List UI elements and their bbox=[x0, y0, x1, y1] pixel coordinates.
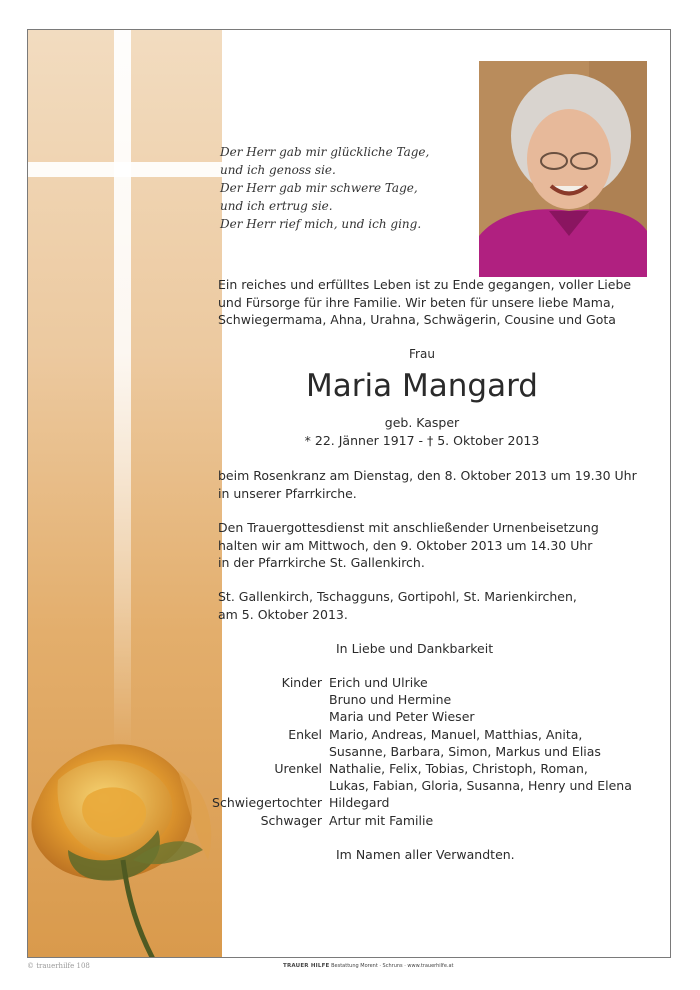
family-row bbox=[200, 691, 632, 708]
portrait-photo bbox=[479, 61, 647, 277]
copyright-note: © trauerhilfe 108 bbox=[27, 962, 90, 970]
family-role bbox=[200, 691, 329, 708]
family-names: Maria und Peter Wieser bbox=[329, 709, 475, 725]
poem-line: Der Herr gab mir glückliche Tage, bbox=[220, 145, 430, 159]
intro-text bbox=[218, 276, 632, 329]
poem-line: Der Herr rief mich, und ich ging. bbox=[220, 217, 422, 231]
family-names: Bruno und Hermine bbox=[329, 692, 452, 708]
maiden-name: geb. Kasper bbox=[384, 415, 460, 430]
service-line: in der Pfarrkirche St. Gallenkirch. bbox=[218, 555, 425, 570]
intro-line: Ein reiches und erfülltes Leben ist zu Ende gegangen, voller Liebe bbox=[218, 277, 632, 292]
poem-line: Der Herr gab mir schwere Tage, bbox=[220, 181, 418, 195]
rose-image bbox=[28, 710, 222, 958]
thanks-line: In Liebe und Dankbarkeit bbox=[336, 641, 494, 656]
poem-line: und ich genoss sie. bbox=[220, 163, 336, 177]
family-role bbox=[200, 743, 329, 760]
family-names: Erich und Ulrike bbox=[329, 675, 428, 690]
place-date-line: am 5. Oktober 2013. bbox=[218, 606, 348, 622]
portrait-illustration bbox=[479, 61, 647, 277]
rosary-line: beim Rosenkranz am Dienstag, den 8. Oktober 2013 um 19.30 Uhr bbox=[218, 468, 637, 483]
deceased-name: Maria Mangard bbox=[306, 368, 538, 404]
family-names: Hildegard bbox=[329, 795, 390, 811]
family-names: Mario, Andreas, Manuel, Matthias, Anita, bbox=[329, 726, 583, 742]
intro-line: und Fürsorge für ihre Familie. Wir beten für unsere liebe Mama, bbox=[218, 294, 615, 310]
family-role bbox=[200, 777, 329, 794]
family-names: Nathalie, Felix, Tobias, Christoph, Roman, bbox=[329, 761, 588, 777]
decorative-band bbox=[28, 30, 222, 957]
family-role: Enkel bbox=[288, 726, 322, 742]
family-names: Artur mit Familie bbox=[329, 812, 434, 828]
service-line: halten wir am Mittwoch, den 9. Oktober 2013 um 14.30 Uhr bbox=[218, 537, 593, 553]
rosary-paragraph bbox=[218, 467, 638, 502]
footer-text: Bestattung Morent · Schruns · www.trauerhilfe.at bbox=[331, 963, 454, 969]
family-row bbox=[200, 777, 632, 794]
place-date-line: St. Gallenkirch, Tschagguns, Gortipohl, St. Marienkirchen, bbox=[218, 589, 577, 604]
family-row bbox=[200, 674, 632, 691]
place-date-paragraph bbox=[218, 588, 638, 623]
footer-brand: TRAUER HILFE bbox=[283, 963, 330, 969]
closing-line: Im Namen aller Verwandten. bbox=[336, 847, 515, 862]
family-row bbox=[200, 812, 632, 829]
family-row bbox=[200, 726, 632, 743]
family-row bbox=[200, 743, 632, 760]
life-dates: * 22. Jänner 1917 - † 5. Oktober 2013 bbox=[304, 433, 540, 448]
family-names: Susanne, Barbara, Simon, Markus und Elias bbox=[329, 743, 601, 759]
family-role: Schwiegertochter bbox=[212, 795, 322, 811]
intro-line: Schwiegermama, Ahna, Urahna, Schwägerin, Cousine und Gota bbox=[218, 312, 616, 327]
family-row bbox=[200, 760, 632, 777]
footer bbox=[283, 963, 454, 969]
family-names: Lukas, Fabian, Gloria, Susanna, Henry und Elena bbox=[329, 778, 632, 794]
salutation: Frau bbox=[409, 347, 435, 361]
poem bbox=[220, 143, 429, 233]
rosary-line: in unserer Pfarrkirche. bbox=[218, 485, 357, 501]
family-role bbox=[200, 708, 329, 725]
family-role: Kinder bbox=[281, 675, 322, 690]
poem-line: und ich ertrug sie. bbox=[220, 199, 333, 213]
family-row bbox=[200, 708, 632, 725]
cross-vertical-beam bbox=[114, 30, 131, 750]
family-row bbox=[200, 794, 632, 811]
service-line: Den Trauergottesdienst mit anschließender Urnenbeisetzung bbox=[218, 520, 599, 535]
family-role: Schwager bbox=[260, 812, 322, 828]
family-list bbox=[200, 674, 632, 829]
family-role: Urenkel bbox=[274, 761, 322, 777]
cross-horizontal-beam bbox=[28, 162, 222, 177]
service-paragraph bbox=[218, 519, 638, 572]
